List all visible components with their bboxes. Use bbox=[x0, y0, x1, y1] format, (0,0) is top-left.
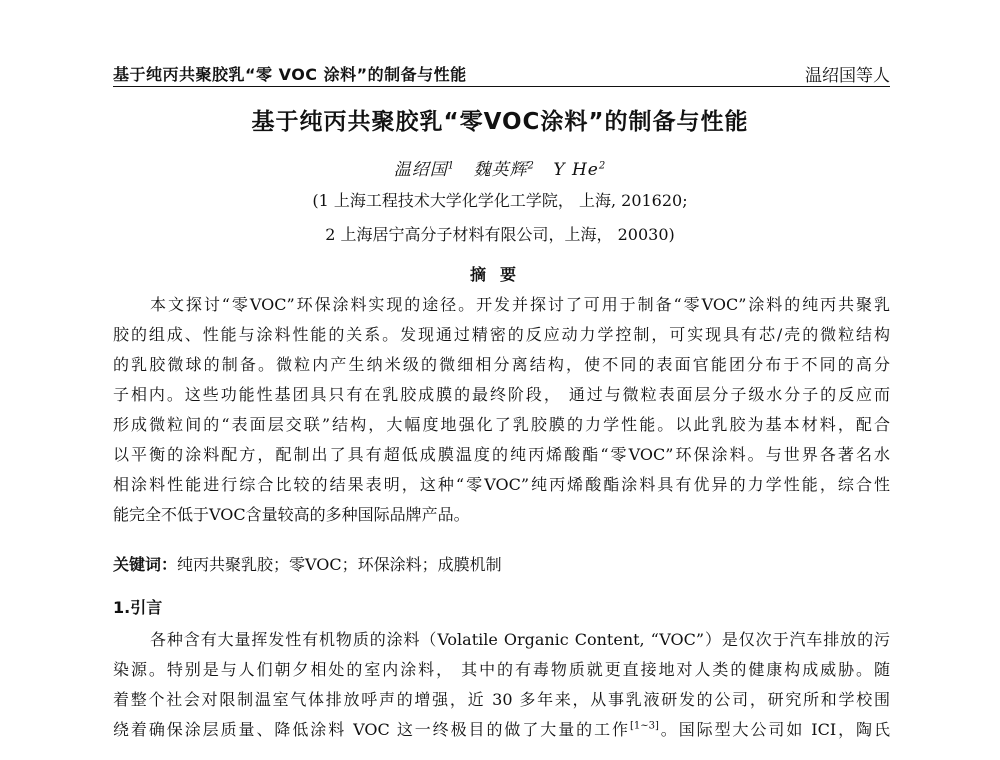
abstract-line-8: 能完全不低于VOC含量较高的多种国际品牌产品。 bbox=[113, 505, 470, 524]
section-heading-introduction: 1.引言 bbox=[113, 598, 163, 617]
paper-title: 基于纯丙共聚胶乳“零VOC涂料”的制备与性能 bbox=[251, 109, 749, 135]
intro-line-1: 各种含有大量挥发性有机物质的涂料（Volatile Organic Content, “VOC”）是仅次于汽车排放的污 bbox=[150, 630, 890, 649]
keywords bbox=[113, 550, 890, 580]
abstract-line-2: 胶的组成、性能与涂料性能的关系。发现通过精密的反应动力学控制，可实现具有芯/壳的微粒结构 bbox=[113, 325, 890, 344]
abstract-line-6: 以平衡的涂料配方，配制出了具有超低成膜温度的纯丙烯酸酯“零VOC”环保涂料。与世界各著名水 bbox=[113, 445, 890, 464]
intro-line-2: 染源。特别是与人们朝夕相处的室内涂料， 其中的有毒物质就更直接地对人类的健康构成威胁。随 bbox=[113, 660, 890, 679]
abstract-line-4: 子相内。这些功能性基团具只有在乳胶成膜的最终阶段， 通过与微粒表面层分子级水分子的反应而 bbox=[113, 385, 890, 404]
intro-line-3: 着整个社会对限制温室气体排放呼声的增强，近 30 多年来，从事乳液研发的公司，研究所和学校围 bbox=[113, 690, 890, 709]
affiliation-2: 2 上海居宁高分子材料有限公司，上海， 20030) bbox=[325, 225, 675, 244]
abstract-line-1: 本文探讨“零VOC”环保涂料实现的途径。开发并探讨了可用于制备“零VOC”涂料的纯丙共聚乳 bbox=[150, 295, 890, 314]
running-header-authors: 温绍国等人 bbox=[805, 66, 890, 86]
keywords-label: 关键词： bbox=[113, 555, 178, 574]
author-1: 温绍国$^1$ bbox=[393, 160, 456, 180]
abstract-heading: 摘要 bbox=[469, 265, 530, 284]
citation-ref: [1~3] bbox=[629, 720, 659, 732]
running-header bbox=[113, 56, 890, 87]
intro-line-4: 绕着确保涂层质量、降低涂料 VOC 这一终极目的做了大量的工作[1~3]。国际型大公司如 ICI，陶氏 bbox=[113, 720, 890, 739]
running-header-title: 基于纯丙共聚胶乳“零 VOC 涂料”的制备与性能 bbox=[113, 65, 467, 84]
affiliation-1: (1 上海工程技术大学化学化工学院， 上海, 201620; bbox=[312, 191, 688, 210]
keywords-text: 纯丙共聚乳胶；零VOC；环保涂料；成膜机制 bbox=[177, 555, 502, 574]
author-list bbox=[0, 155, 1000, 180]
author-3: Y He$^2$ bbox=[553, 160, 607, 180]
author-2: 魏英辉$^2$ bbox=[473, 160, 535, 180]
abstract-line-7: 相涂料性能进行综合比较的结果表明，这种“零VOC”纯丙烯酸酯涂料具有优异的力学性能，综合性 bbox=[113, 475, 890, 494]
abstract-line-5: 形成微粒间的“表面层交联”结构，大幅度地强化了乳胶膜的力学性能。以此乳胶为基本材料，配合 bbox=[113, 415, 890, 434]
abstract-line-3: 的乳胶微球的制备。微粒内产生纳米级的微细相分离结构，使不同的表面官能团分布于不同的高分 bbox=[113, 355, 890, 374]
